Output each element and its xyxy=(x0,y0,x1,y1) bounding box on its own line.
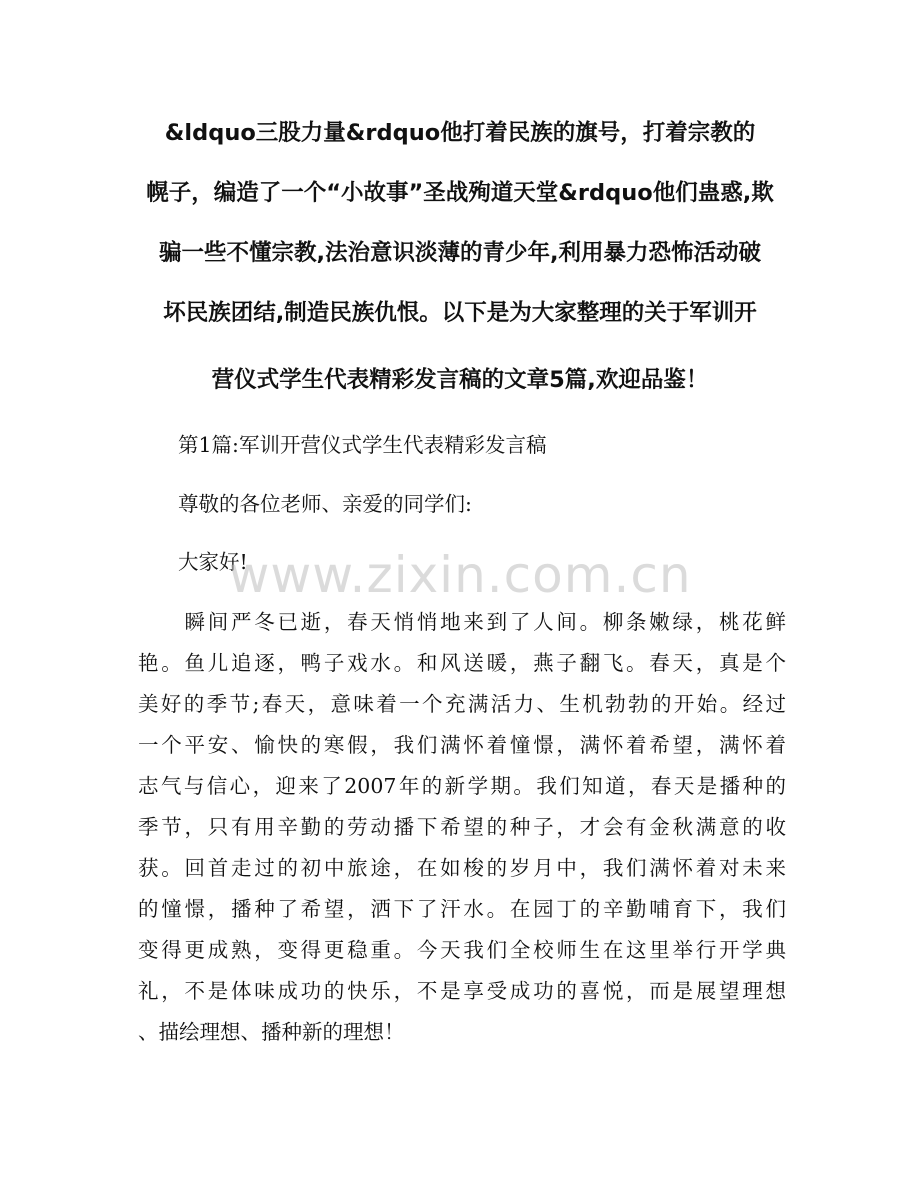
article-heading: 第1篇:军训开营仪式学生代表精彩发言稿 xyxy=(178,433,547,457)
paragraph-line: 美好的季节;春天，意味着一个充满活力、生机勃勃的开始。经过 xyxy=(138,692,786,716)
paragraph-line: 季节，只有用辛勤的劳动播下希望的种子，才会有金秋满意的收 xyxy=(138,815,786,839)
paragraph-line: 获。回首走过的初中旅途，在如梭的岁月中，我们满怀着对未来 xyxy=(138,856,786,880)
intro-line: 幌子，编造了一个“小故事”圣战殉道天堂&rdquo他们蛊惑,欺 xyxy=(146,180,774,206)
paragraph-line: 礼，不是体味成功的快乐，不是享受成功的喜悦，而是展望理想 xyxy=(138,979,786,1003)
intro-line: 坏民族团结,制造民族仇恨。以下是为大家整理的关于军训开 xyxy=(163,300,757,326)
paragraph-line: 志气与信心，迎来了2007年的新学期。我们知道，春天是播种的 xyxy=(138,774,786,798)
intro-line: &ldquo三股力量&rdquo他打着民族的旗号，打着宗教的 xyxy=(164,120,756,146)
paragraph-line: 艳。鱼儿追逐，鸭子戏水。和风送暖，燕子翻飞。春天，真是个 xyxy=(138,651,786,675)
watermark: www.zixin.com.cn xyxy=(228,546,692,604)
intro-line: 骗一些不懂宗教,法治意识淡薄的青少年,利用暴力恐怖活动破 xyxy=(158,240,762,266)
paragraph-line: 、描绘理想、播种新的理想！ xyxy=(138,1020,405,1044)
salutation: 尊敬的各位老师、亲爱的同学们: xyxy=(178,492,472,516)
paragraph-line: 变得更成熟，变得更稳重。今天我们全校师生在这里举行开学典 xyxy=(138,938,786,962)
paragraph-line: 瞬间严冬已逝，春天悄悄地来到了人间。柳条嫩绿，桃花鲜 xyxy=(138,610,786,634)
greeting: 大家好! xyxy=(178,550,248,574)
paragraph-line: 一个平安、愉快的寒假，我们满怀着憧憬，满怀着希望，满怀着 xyxy=(138,733,786,757)
paragraph-line: 的憧憬，播种了希望，洒下了汗水。在园丁的辛勤哺育下，我们 xyxy=(138,897,786,921)
intro-line: 营仪式学生代表精彩发言稿的文章5篇,欢迎品鉴！ xyxy=(211,367,709,393)
